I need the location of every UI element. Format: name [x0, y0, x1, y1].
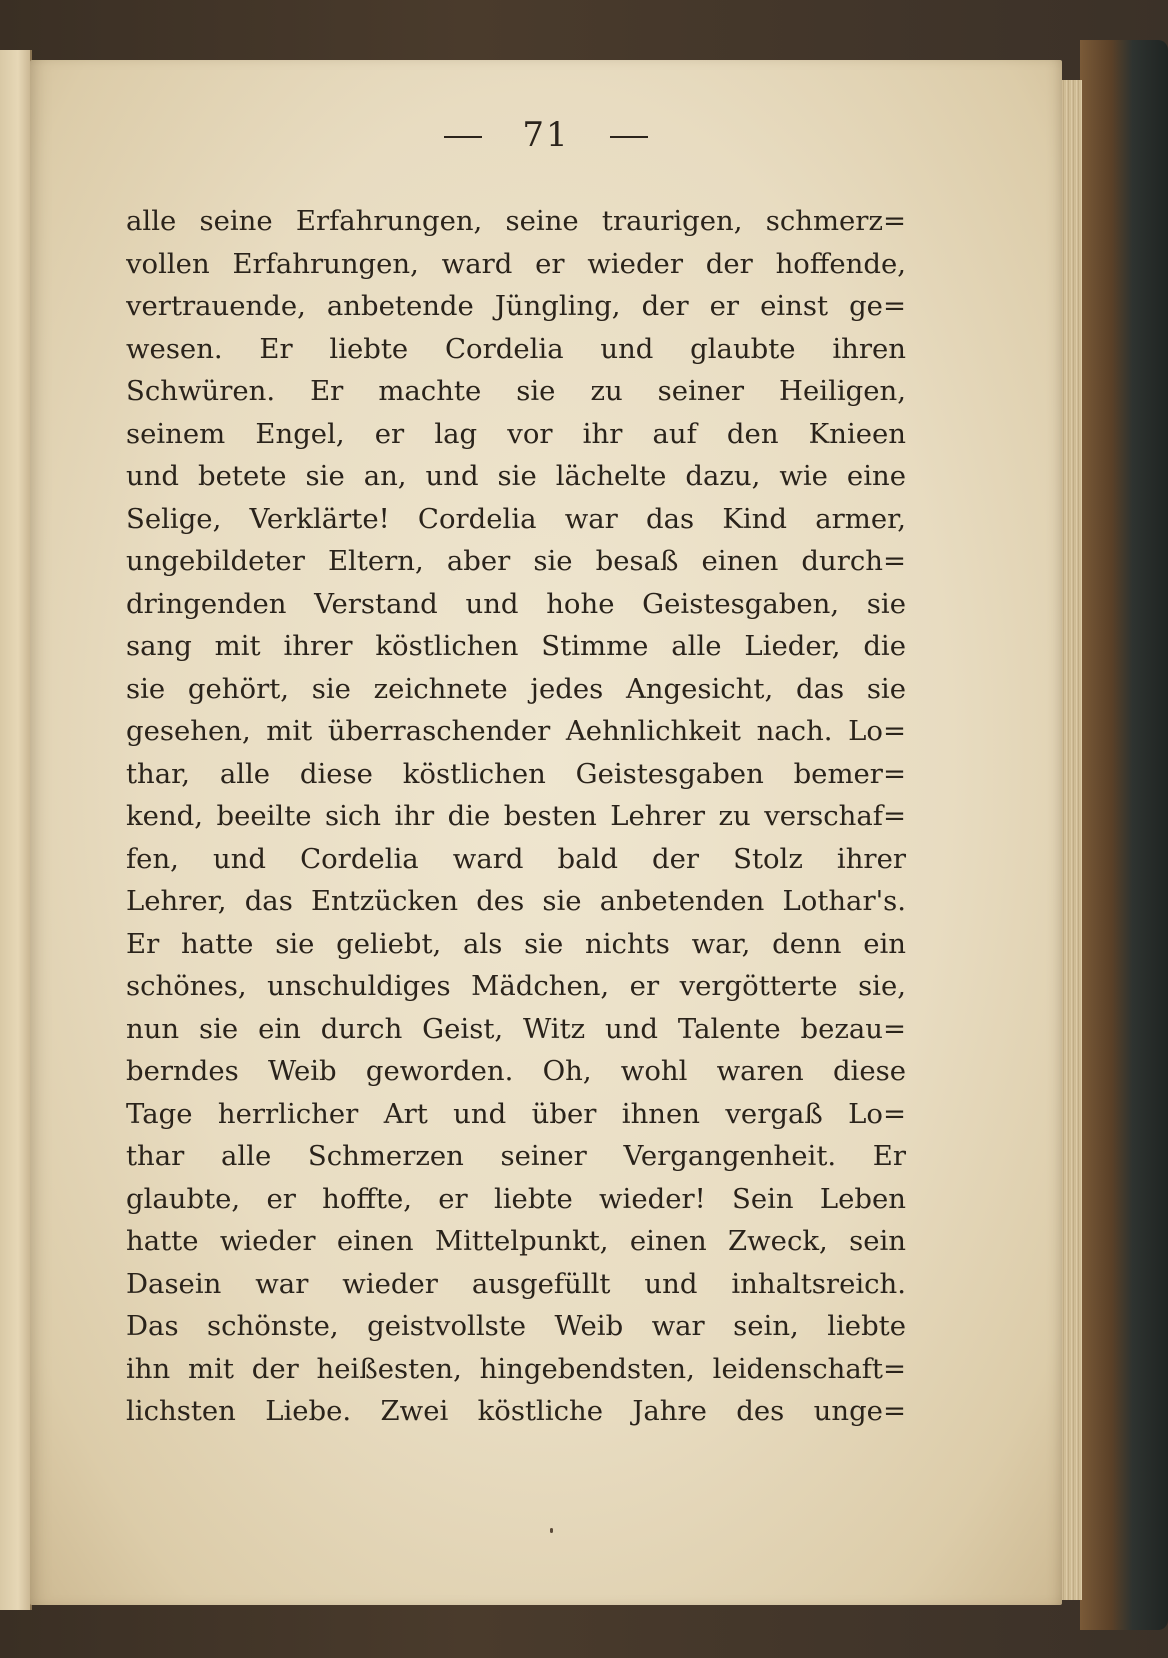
text-line: Schwüren. Er machte sie zu seiner Heiligen, — [126, 375, 906, 407]
text-line: lichsten Liebe. Zwei köstliche Jahre des unge= — [126, 1395, 906, 1427]
text-line: Tage herrlicher Art und über ihnen vergaß Lo= — [126, 1097, 906, 1130]
text-line: seinem Engel, er lag vor ihr auf den Knieen — [126, 417, 906, 450]
paper-speck — [550, 1528, 553, 1533]
text-line: ungebildeter Eltern, aber sie besaß einen durch= — [126, 545, 906, 577]
text-line: thar alle Schmerzen seiner Vergangenheit. Er — [126, 1140, 906, 1172]
page-header — [30, 115, 1062, 155]
text-line: schönes, unschuldiges Mädchen, er vergötterte sie, — [126, 970, 906, 1002]
text-line: sie gehört, sie zeichnete jedes Angesicht, das sie — [126, 672, 906, 705]
text-line: vertrauende, anbetende Jüngling, der er einst ge= — [126, 290, 906, 322]
text-line: vollen Erfahrungen, ward er wieder der hoffende, — [126, 247, 906, 280]
text-line: und betete sie an, und sie lächelte dazu, wie eine — [126, 460, 906, 492]
text-line: ihn mit der heißesten, hingebendsten, leidenschaft= — [126, 1352, 906, 1385]
text-line: sang mit ihrer köstlichen Stimme alle Lieder, die — [126, 630, 906, 662]
header-dash-right — [610, 136, 648, 138]
book-page — [30, 60, 1062, 1605]
text-line: gesehen, mit überraschender Aehnlichkeit nach. Lo= — [126, 715, 906, 747]
text-line: glaubte, er hoffte, er liebte wieder! Sein Leben — [126, 1182, 906, 1215]
text-line: Dasein war wieder ausgefüllt und inhaltsreich. — [126, 1267, 906, 1300]
text-line: kend, beeilte sich ihr die besten Lehrer zu verschaf= — [126, 800, 906, 832]
body-text — [126, 200, 906, 1433]
text-line: wesen. Er liebte Cordelia und glaubte ihren — [126, 332, 906, 365]
text-line: dringenden Verstand und hohe Geistesgaben, sie — [126, 587, 906, 620]
text-line: alle seine Erfahrungen, seine traurigen, schmerz= — [126, 205, 906, 237]
text-line: fen, und Cordelia ward bald der Stolz ihrer — [126, 842, 906, 875]
facing-page-edge — [0, 50, 32, 1610]
text-line: Das schönste, geistvollste Weib war sein, liebte — [126, 1310, 906, 1342]
header-dash-left — [444, 136, 482, 138]
text-line: hatte wieder einen Mittelpunkt, einen Zweck, sein — [126, 1225, 906, 1257]
book-binding-edge — [1080, 40, 1168, 1630]
text-line: nun sie ein durch Geist, Witz und Talente bezau= — [126, 1012, 906, 1045]
text-line: thar, alle diese köstlichen Geistesgaben bemer= — [126, 757, 906, 790]
page-number: 71 — [522, 115, 570, 155]
text-line: Selige, Verklärte! Cordelia war das Kind armer, — [126, 502, 906, 535]
text-line: Er hatte sie geliebt, als sie nichts war, denn ein — [126, 927, 906, 960]
page-stack-edges — [1060, 80, 1082, 1600]
text-line: berndes Weib geworden. Oh, wohl waren diese — [126, 1055, 906, 1087]
text-line: Lehrer, das Entzücken des sie anbetenden Lothar's. — [126, 885, 906, 917]
